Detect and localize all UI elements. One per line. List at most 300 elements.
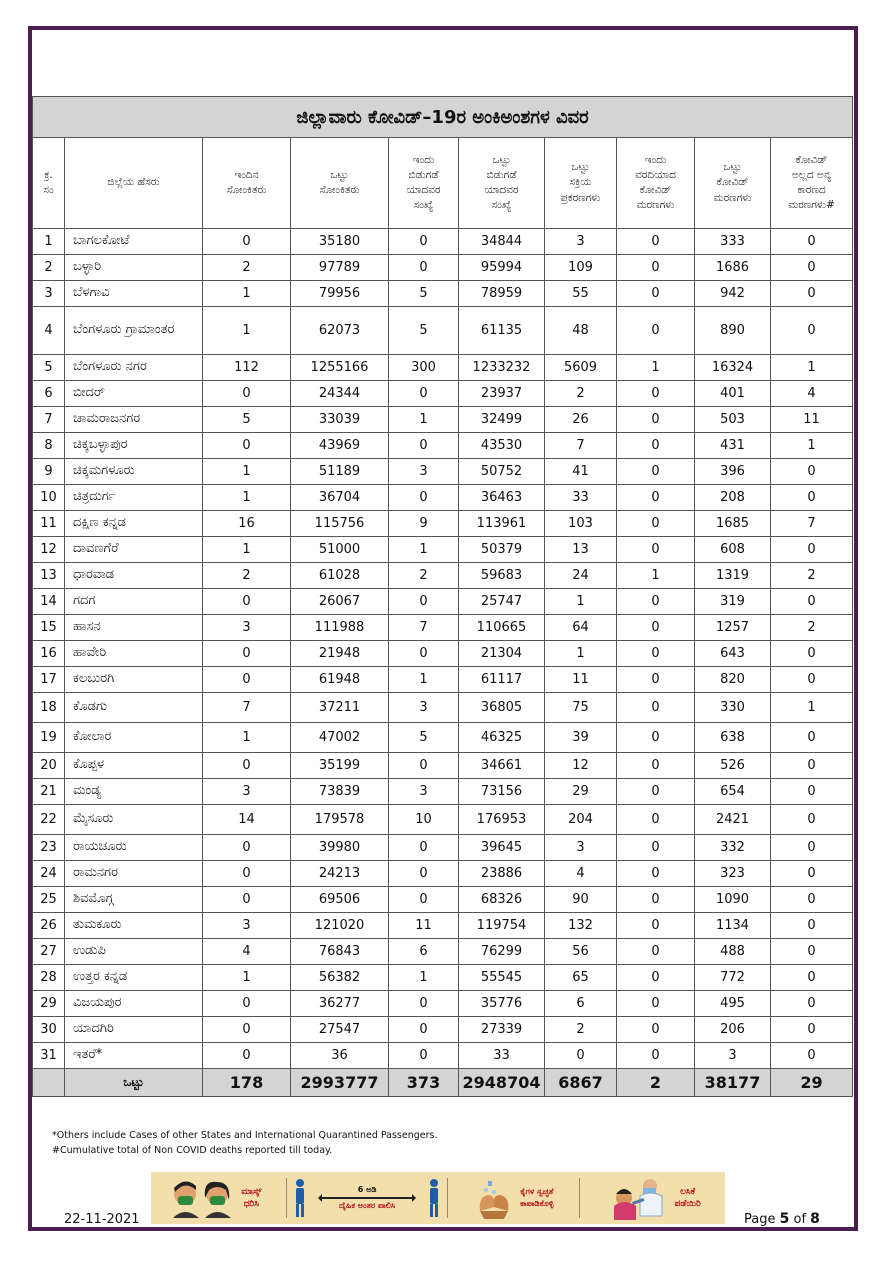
district-name-cell: ಉಡುಪಿ (65, 939, 203, 965)
total-cases-cell: 43969 (291, 433, 389, 459)
today-deaths-cell: 0 (617, 485, 695, 511)
active-cases-cell: 90 (545, 887, 617, 913)
non-covid-deaths-cell: 1 (771, 433, 853, 459)
total-discharged-cell: 34661 (459, 753, 545, 779)
total-today-cases-cell: 178 (203, 1069, 291, 1097)
today-discharged-cell: 3 (389, 459, 459, 485)
district-name-cell: ಕೊಡಗು (65, 693, 203, 723)
today-cases-cell: 1 (203, 485, 291, 511)
footnotes (52, 1128, 438, 1158)
hygiene-text: ಕೈಗಳ ಸ್ವಚ್ಛತೆ ಕಾಪಾಡಿಕೊಳ್ಳಿ (520, 1187, 554, 1208)
total-deaths-cell: 526 (695, 753, 771, 779)
total-discharged-cell: 21304 (459, 641, 545, 667)
active-cases-cell: 204 (545, 805, 617, 835)
today-deaths-cell: 0 (617, 307, 695, 355)
total-today-deaths-cell: 2 (617, 1069, 695, 1097)
total-discharged-cell: 50752 (459, 459, 545, 485)
today-deaths-cell: 0 (617, 281, 695, 307)
table-row (33, 589, 853, 615)
person-right-icon (427, 1178, 441, 1218)
total-discharged-cell: 61117 (459, 667, 545, 693)
table-title-row (33, 97, 853, 138)
today-discharged-cell: 0 (389, 753, 459, 779)
total-cases-cell: 39980 (291, 835, 389, 861)
non-covid-deaths-cell: 1 (771, 693, 853, 723)
district-name-cell: ಚಿಕ್ಕಬಳ್ಳಾಪುರ (65, 433, 203, 459)
district-name-cell: ಶಿವಮೊಗ್ಗ (65, 887, 203, 913)
total-cases-cell: 35199 (291, 753, 389, 779)
district-name-cell: ಬೀದರ್ (65, 381, 203, 407)
non-covid-deaths-cell: 0 (771, 913, 853, 939)
total-deaths-cell: 3 (695, 1043, 771, 1069)
active-cases-cell: 33 (545, 485, 617, 511)
today-cases-cell: 5 (203, 407, 291, 433)
active-cases-cell: 55 (545, 281, 617, 307)
total-cases-cell: 56382 (291, 965, 389, 991)
today-cases-cell: 3 (203, 779, 291, 805)
serial-cell: 13 (33, 563, 65, 589)
total-discharged-cell: 61135 (459, 307, 545, 355)
today-cases-cell: 7 (203, 693, 291, 723)
total-deaths-cell: 772 (695, 965, 771, 991)
district-name-cell: ಮೈಸೂರು (65, 805, 203, 835)
district-table-container (32, 96, 852, 1097)
today-discharged-cell: 0 (389, 887, 459, 913)
total-discharged-cell: 36463 (459, 485, 545, 511)
total-cases-cell: 79956 (291, 281, 389, 307)
total-cases-cell: 36704 (291, 485, 389, 511)
active-cases-cell: 6 (545, 991, 617, 1017)
active-cases-cell: 5609 (545, 355, 617, 381)
today-cases-cell: 0 (203, 229, 291, 255)
table-row (33, 229, 853, 255)
total-deaths-cell: 396 (695, 459, 771, 485)
page-prefix: Page (744, 1212, 780, 1227)
total-cases-cell: 35180 (291, 229, 389, 255)
col-serial-header: ಕ್ರ. ಸಂ (33, 138, 65, 229)
vaccine-segment (586, 1172, 725, 1224)
today-deaths-cell: 0 (617, 753, 695, 779)
today-discharged-cell: 0 (389, 991, 459, 1017)
today-discharged-cell: 6 (389, 939, 459, 965)
non-covid-deaths-cell: 2 (771, 615, 853, 641)
today-discharged-cell: 0 (389, 1043, 459, 1069)
table-row (33, 1017, 853, 1043)
table-row (33, 615, 853, 641)
today-discharged-cell: 0 (389, 229, 459, 255)
total-discharged-cell: 34844 (459, 229, 545, 255)
total-cases-cell: 36 (291, 1043, 389, 1069)
serial-cell: 9 (33, 459, 65, 485)
district-name-cell: ಬೆಂಗಳೂರು ನಗರ (65, 355, 203, 381)
today-cases-cell: 0 (203, 667, 291, 693)
table-row (33, 779, 853, 805)
serial-cell: 28 (33, 965, 65, 991)
distance-arrow-icon (322, 1197, 412, 1199)
col-active-cases-header: ಒಟ್ಟು ಸಕ್ರಿಯ ಪ್ರಕರಣಗಳು (545, 138, 617, 229)
active-cases-cell: 0 (545, 1043, 617, 1069)
total-deaths-cell: 1090 (695, 887, 771, 913)
table-row (33, 255, 853, 281)
today-deaths-cell: 0 (617, 693, 695, 723)
mask-segment (151, 1172, 280, 1224)
total-discharged-cell: 78959 (459, 281, 545, 307)
today-deaths-cell: 0 (617, 887, 695, 913)
district-name-cell: ಚಿಕ್ಕಮಗಳೂರು (65, 459, 203, 485)
today-cases-cell: 0 (203, 1043, 291, 1069)
active-cases-cell: 64 (545, 615, 617, 641)
serial-cell: 22 (33, 805, 65, 835)
today-cases-cell: 0 (203, 887, 291, 913)
total-deaths-cell: 319 (695, 589, 771, 615)
non-covid-deaths-cell: 7 (771, 511, 853, 537)
active-cases-cell: 2 (545, 1017, 617, 1043)
total-label: ಒಟ್ಟು (65, 1069, 203, 1097)
non-covid-deaths-cell: 0 (771, 281, 853, 307)
table-row (33, 723, 853, 753)
total-total-discharged-cell: 2948704 (459, 1069, 545, 1097)
non-covid-deaths-cell: 2 (771, 563, 853, 589)
today-cases-cell: 1 (203, 965, 291, 991)
today-deaths-cell: 0 (617, 381, 695, 407)
table-row (33, 991, 853, 1017)
active-cases-cell: 26 (545, 407, 617, 433)
today-discharged-cell: 0 (389, 381, 459, 407)
today-cases-cell: 4 (203, 939, 291, 965)
non-covid-deaths-cell: 0 (771, 307, 853, 355)
serial-cell: 4 (33, 307, 65, 355)
non-covid-deaths-cell: 0 (771, 723, 853, 753)
non-covid-deaths-cell: 0 (771, 485, 853, 511)
total-non-covid-deaths-cell: 29 (771, 1069, 853, 1097)
today-deaths-cell: 0 (617, 255, 695, 281)
serial-cell: 27 (33, 939, 65, 965)
total-discharged-cell: 59683 (459, 563, 545, 589)
awareness-banner (151, 1172, 725, 1224)
district-name-cell: ಕೋಲಾರ (65, 723, 203, 753)
today-deaths-cell: 0 (617, 641, 695, 667)
total-cases-cell: 37211 (291, 693, 389, 723)
non-covid-deaths-cell: 0 (771, 887, 853, 913)
active-cases-cell: 39 (545, 723, 617, 753)
page-number (744, 1211, 820, 1227)
today-cases-cell: 0 (203, 861, 291, 887)
total-deaths-cell: 608 (695, 537, 771, 563)
total-deaths-cell: 16324 (695, 355, 771, 381)
active-cases-cell: 11 (545, 667, 617, 693)
serial-cell: 1 (33, 229, 65, 255)
today-cases-cell: 0 (203, 589, 291, 615)
banner-divider (286, 1178, 287, 1218)
total-cases-cell: 51189 (291, 459, 389, 485)
today-deaths-cell: 0 (617, 913, 695, 939)
district-name-cell: ಕಲಬುರಗಿ (65, 667, 203, 693)
today-cases-cell: 3 (203, 615, 291, 641)
today-deaths-cell: 0 (617, 1043, 695, 1069)
non-covid-deaths-cell: 0 (771, 753, 853, 779)
district-name-cell: ಬಾಗಲಕೋಟೆ (65, 229, 203, 255)
total-discharged-cell: 25747 (459, 589, 545, 615)
serial-cell: 6 (33, 381, 65, 407)
district-name-cell: ಚಿತ್ರದುರ್ಗ (65, 485, 203, 511)
today-deaths-cell: 0 (617, 723, 695, 753)
total-deaths-cell: 942 (695, 281, 771, 307)
mask-text: ಮಾಸ್ಕ್ ಧರಿಸಿ (241, 1187, 262, 1209)
distance-caption: ದೈಹಿಕ ಅಂತರ ಪಾಲಿಸಿ (339, 1201, 396, 1210)
total-discharged-cell: 46325 (459, 723, 545, 753)
total-discharged-cell: 76299 (459, 939, 545, 965)
total-cases-cell: 1255166 (291, 355, 389, 381)
table-row (33, 835, 853, 861)
total-deaths-cell: 1319 (695, 563, 771, 589)
total-deaths-cell: 820 (695, 667, 771, 693)
col-total-discharged-header: ಒಟ್ಟು ಬಿಡುಗಡೆ ಯಾದವರ ಸಂಖ್ಯೆ (459, 138, 545, 229)
today-discharged-cell: 3 (389, 779, 459, 805)
serial-cell: 17 (33, 667, 65, 693)
table-row (33, 511, 853, 537)
table-row (33, 861, 853, 887)
district-name-cell: ಹಾಸನ (65, 615, 203, 641)
district-name-cell: ಬಳ್ಳಾರಿ (65, 255, 203, 281)
total-discharged-cell: 113961 (459, 511, 545, 537)
today-cases-cell: 16 (203, 511, 291, 537)
total-deaths-cell: 431 (695, 433, 771, 459)
table-row (33, 1043, 853, 1069)
today-deaths-cell: 1 (617, 563, 695, 589)
district-name-cell: ಬೆಳಗಾವಿ (65, 281, 203, 307)
today-discharged-cell: 1 (389, 407, 459, 433)
non-covid-deaths-cell: 0 (771, 779, 853, 805)
today-deaths-cell: 0 (617, 779, 695, 805)
table-row (33, 965, 853, 991)
total-cases-cell: 97789 (291, 255, 389, 281)
total-active-cases-cell: 6867 (545, 1069, 617, 1097)
col-district-header: ಜಿಲ್ಲೆಯ ಹೆಸರು (65, 138, 203, 229)
table-row (33, 563, 853, 589)
total-discharged-cell: 110665 (459, 615, 545, 641)
today-deaths-cell: 0 (617, 407, 695, 433)
active-cases-cell: 7 (545, 433, 617, 459)
serial-cell: 16 (33, 641, 65, 667)
active-cases-cell: 48 (545, 307, 617, 355)
today-cases-cell: 3 (203, 913, 291, 939)
total-deaths-cell: 332 (695, 835, 771, 861)
non-covid-deaths-cell: 0 (771, 939, 853, 965)
total-discharged-cell: 39645 (459, 835, 545, 861)
non-covid-deaths-cell: 0 (771, 229, 853, 255)
col-total-deaths-header: ಒಟ್ಟು ಕೋವಿಡ್ ಮರಣಗಳು (695, 138, 771, 229)
page-of: of (789, 1212, 811, 1227)
footnote-others: *Others include Cases of other States and International Quarantined Passengers. (52, 1130, 438, 1141)
today-deaths-cell: 0 (617, 615, 695, 641)
active-cases-cell: 1 (545, 641, 617, 667)
table-row (33, 753, 853, 779)
table-row (33, 407, 853, 433)
page-current: 5 (779, 1211, 790, 1227)
total-deaths-cell: 2421 (695, 805, 771, 835)
total-deaths-cell: 488 (695, 939, 771, 965)
today-discharged-cell: 0 (389, 255, 459, 281)
today-deaths-cell: 0 (617, 835, 695, 861)
total-deaths-cell: 323 (695, 861, 771, 887)
total-deaths-cell: 206 (695, 1017, 771, 1043)
district-name-cell: ಬೆಂಗಳೂರು ಗ್ರಾಮಾಂತರ (65, 307, 203, 355)
district-name-cell: ಇತರೆ* (65, 1043, 203, 1069)
serial-cell: 15 (33, 615, 65, 641)
today-cases-cell: 0 (203, 835, 291, 861)
today-discharged-cell: 0 (389, 861, 459, 887)
non-covid-deaths-cell: 4 (771, 381, 853, 407)
total-discharged-cell: 95994 (459, 255, 545, 281)
district-name-cell: ರಾಮನಗರ (65, 861, 203, 887)
report-date: 22-11-2021 (64, 1212, 140, 1227)
total-discharged-cell: 32499 (459, 407, 545, 433)
table-row (33, 887, 853, 913)
total-discharged-cell: 50379 (459, 537, 545, 563)
vaccination-icon (610, 1176, 666, 1220)
page-total: 8 (810, 1211, 820, 1227)
today-cases-cell: 2 (203, 255, 291, 281)
serial-cell: 31 (33, 1043, 65, 1069)
total-cases-cell: 115756 (291, 511, 389, 537)
today-cases-cell: 0 (203, 381, 291, 407)
district-name-cell: ಯಾದಗಿರಿ (65, 1017, 203, 1043)
total-cases-cell: 179578 (291, 805, 389, 835)
hygiene-segment (454, 1172, 573, 1224)
non-covid-deaths-cell: 0 (771, 641, 853, 667)
total-discharged-cell: 119754 (459, 913, 545, 939)
active-cases-cell: 13 (545, 537, 617, 563)
today-discharged-cell: 11 (389, 913, 459, 939)
non-covid-deaths-cell: 1 (771, 355, 853, 381)
total-deaths-cell: 1257 (695, 615, 771, 641)
serial-cell: 25 (33, 887, 65, 913)
masked-faces-icon (169, 1178, 235, 1218)
today-deaths-cell: 0 (617, 589, 695, 615)
total-cases-cell: 33039 (291, 407, 389, 433)
table-row (33, 667, 853, 693)
today-cases-cell: 1 (203, 537, 291, 563)
total-deaths-cell: 890 (695, 307, 771, 355)
active-cases-cell: 3 (545, 229, 617, 255)
non-covid-deaths-cell: 0 (771, 861, 853, 887)
serial-cell: 19 (33, 723, 65, 753)
serial-cell: 14 (33, 589, 65, 615)
today-discharged-cell: 300 (389, 355, 459, 381)
active-cases-cell: 132 (545, 913, 617, 939)
non-covid-deaths-cell: 0 (771, 965, 853, 991)
today-discharged-cell: 5 (389, 281, 459, 307)
serial-cell: 10 (33, 485, 65, 511)
today-discharged-cell: 10 (389, 805, 459, 835)
today-discharged-cell: 0 (389, 485, 459, 511)
vaccine-text: ಲಸಿಕೆ ಪಡೆಯಿರಿ (674, 1187, 701, 1209)
today-deaths-cell: 0 (617, 537, 695, 563)
total-discharged-cell: 73156 (459, 779, 545, 805)
today-cases-cell: 112 (203, 355, 291, 381)
total-deaths-cell: 654 (695, 779, 771, 805)
today-cases-cell: 1 (203, 459, 291, 485)
active-cases-cell: 1 (545, 589, 617, 615)
active-cases-cell: 12 (545, 753, 617, 779)
today-discharged-cell: 1 (389, 965, 459, 991)
today-discharged-cell: 0 (389, 641, 459, 667)
total-deaths-cell: 1685 (695, 511, 771, 537)
person-left-icon (293, 1178, 307, 1218)
serial-cell: 3 (33, 281, 65, 307)
table-row (33, 281, 853, 307)
table-row (33, 433, 853, 459)
today-cases-cell: 14 (203, 805, 291, 835)
district-name-cell: ಚಾಮರಾಜನಗರ (65, 407, 203, 433)
table-row (33, 459, 853, 485)
serial-cell: 11 (33, 511, 65, 537)
serial-cell: 23 (33, 835, 65, 861)
today-deaths-cell: 0 (617, 939, 695, 965)
non-covid-deaths-cell: 0 (771, 459, 853, 485)
total-cases-cell: 69506 (291, 887, 389, 913)
serial-cell: 21 (33, 779, 65, 805)
active-cases-cell: 3 (545, 835, 617, 861)
table-row (33, 693, 853, 723)
today-cases-cell: 2 (203, 563, 291, 589)
total-deaths-cell: 208 (695, 485, 771, 511)
today-deaths-cell: 0 (617, 667, 695, 693)
total-discharged-cell: 1233232 (459, 355, 545, 381)
today-deaths-cell: 0 (617, 229, 695, 255)
banner-divider (579, 1178, 580, 1218)
total-cases-cell: 24344 (291, 381, 389, 407)
total-cases-cell: 61948 (291, 667, 389, 693)
today-discharged-cell: 7 (389, 615, 459, 641)
today-discharged-cell: 0 (389, 589, 459, 615)
today-deaths-cell: 0 (617, 1017, 695, 1043)
total-cases-cell: 26067 (291, 589, 389, 615)
serial-cell: 29 (33, 991, 65, 1017)
total-cases-cell: 27547 (291, 1017, 389, 1043)
today-deaths-cell: 0 (617, 991, 695, 1017)
table-row (33, 805, 853, 835)
today-cases-cell: 0 (203, 991, 291, 1017)
district-name-cell: ಧಾರವಾಡ (65, 563, 203, 589)
serial-cell: 18 (33, 693, 65, 723)
total-cases-cell: 61028 (291, 563, 389, 589)
serial-cell: 5 (33, 355, 65, 381)
table-row (33, 485, 853, 511)
total-row (33, 1069, 853, 1097)
total-cases-cell: 62073 (291, 307, 389, 355)
today-discharged-cell: 0 (389, 1017, 459, 1043)
total-deaths-cell: 638 (695, 723, 771, 753)
district-name-cell: ವಿಜಯಪುರ (65, 991, 203, 1017)
table-row (33, 307, 853, 355)
total-discharged-cell: 35776 (459, 991, 545, 1017)
col-total-cases-header: ಒಟ್ಟು ಸೋಂಕಿತರು (291, 138, 389, 229)
table-row (33, 355, 853, 381)
today-discharged-cell: 1 (389, 667, 459, 693)
total-discharged-cell: 23937 (459, 381, 545, 407)
today-deaths-cell: 0 (617, 861, 695, 887)
total-deaths-cell: 495 (695, 991, 771, 1017)
today-discharged-cell: 3 (389, 693, 459, 723)
table-row (33, 939, 853, 965)
serial-cell: 30 (33, 1017, 65, 1043)
serial-cell: 24 (33, 861, 65, 887)
total-discharged-cell: 36805 (459, 693, 545, 723)
total-deaths-cell: 330 (695, 693, 771, 723)
active-cases-cell: 56 (545, 939, 617, 965)
non-covid-deaths-cell: 0 (771, 835, 853, 861)
